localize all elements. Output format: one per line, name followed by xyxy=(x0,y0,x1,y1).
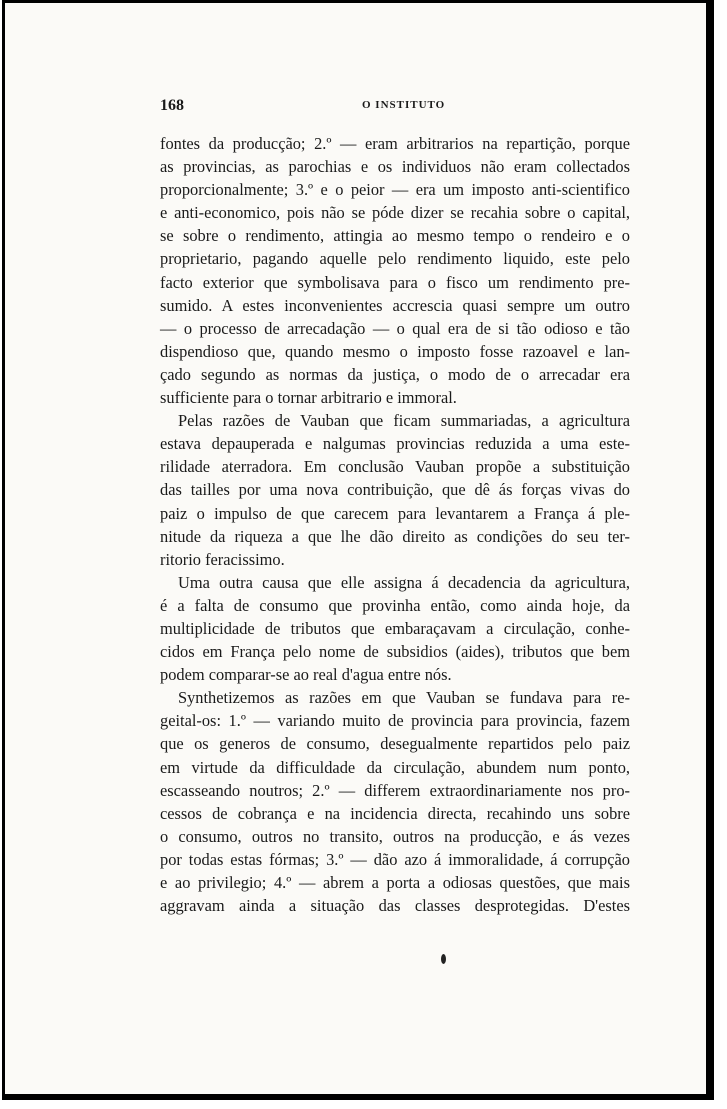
text-line: cidos em França pelo nome de subsidios (aides), tributos que bem xyxy=(160,642,630,662)
text-line: geital-os: 1.º — variando muito de provincia para provincia, fazem xyxy=(160,711,630,731)
text-line: sumido. A estes inconvenientes accrescia quasi sempre um outro xyxy=(160,295,630,315)
text-line: proprietario, pagando aquelle pelo rendimento liquido, este pelo xyxy=(160,249,630,269)
text-line: çado segundo as normas da justiça, o modo de o arrecadar era xyxy=(160,364,630,384)
paragraph-4 xyxy=(160,686,630,917)
text-line: o consumo, outros no transito, outros na producção, e ás vezes xyxy=(160,826,630,846)
text-line: Synthetizemos as razões em que Vauban se fundava para re- xyxy=(178,688,630,708)
running-head xyxy=(160,97,630,117)
text-line: aggravam ainda a situação das classes desprotegidas. D'estes xyxy=(160,896,630,916)
paragraph-1 xyxy=(160,132,630,409)
text-line: ritorio feracissimo. xyxy=(160,549,285,569)
text-line: fontes da producção; 2.º — eram arbitrarios na repartição, porque xyxy=(160,134,630,153)
text-line: rilidade aterradora. Em conclusão Vauban propõe a substituição xyxy=(160,457,630,477)
page-number: 168 xyxy=(160,97,184,114)
text-line: estava depauperada e nalgumas provincias reduzida a uma este- xyxy=(160,434,630,454)
text-line: por todas estas fórmas; 3.º — dão azo á immoralidade, á corrupção xyxy=(160,849,630,869)
page-frame xyxy=(2,0,714,1100)
text-line: é a falta de consumo que provinha então, como ainda hoje, da xyxy=(160,595,630,615)
text-line: e ao privilegio; 4.º — abrem a porta a odiosas questões, que mais xyxy=(160,873,630,892)
text-line: em virtude da difficuldade da circulação, abundem num ponto, xyxy=(160,757,630,777)
text-line: paiz o impulso de que carecem para levantarem a França á ple- xyxy=(160,503,630,523)
text-line: — o processo de arrecadação — o qual era de si tão odioso e tão xyxy=(160,318,630,338)
text-line: nitude da riqueza a que lhe dão direito as condições do seu ter- xyxy=(160,526,630,546)
text-line: facto exterior que symbolisava para o fisco um rendimento pre- xyxy=(160,272,630,292)
text-line: e anti-economico, pois não se póde dizer se recahia sobre o capital, xyxy=(160,203,630,223)
text-line: das tailles por uma nova contribuição, que dê ás forças vivas do xyxy=(160,480,630,500)
text-line: que os generos de consumo, desegualmente repartidos pelo paiz xyxy=(160,734,630,754)
text-line: multiplicidade de tributos que embaraçavam a circulação, conhe- xyxy=(160,618,630,638)
text-line: Uma outra causa que elle assigna á decadencia da agricultura, xyxy=(178,572,630,592)
text-line: escasseando noutros; 2.º — differem extraordinariamente nos pro- xyxy=(160,780,630,800)
text-line: sufficiente para o tornar arbitrario e immoral. xyxy=(160,388,457,408)
text-line: cessos de cobrança e na incidencia directa, recahindo uns sobre xyxy=(160,803,630,823)
ink-spot xyxy=(441,954,446,964)
body-text xyxy=(160,132,630,917)
text-line: proporcionalmente; 3.º e o peior — era um imposto anti-scientifico xyxy=(160,180,630,200)
text-line: Pelas razões de Vauban que ficam summariadas, a agricultura xyxy=(178,411,630,431)
journal-title: O INSTITUTO xyxy=(362,99,446,111)
text-line: podem comparar-se ao real d'agua entre nós. xyxy=(160,665,452,685)
text-line: se sobre o rendimento, attingia ao mesmo tempo o rendeiro e o xyxy=(160,226,630,246)
paragraph-2 xyxy=(160,409,630,571)
paragraph-3 xyxy=(160,571,630,686)
text-line: dispendioso que, quando mesmo o imposto fosse razoavel e lan- xyxy=(160,341,630,361)
text-line: as provincias, as parochias e os individuos não eram collectados xyxy=(160,157,630,177)
